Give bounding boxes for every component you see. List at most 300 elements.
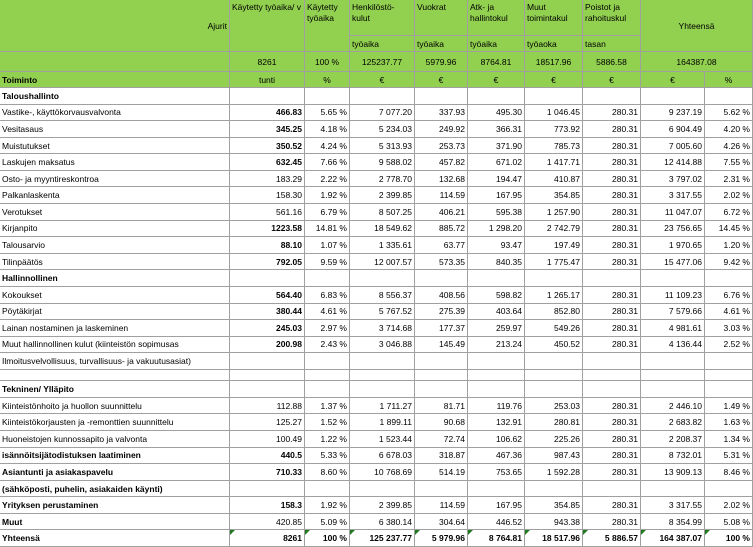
column-title-1[interactable]: Käytetty työaika xyxy=(305,0,350,52)
value-poi[interactable]: 280.31 xyxy=(583,448,641,465)
value-vu[interactable]: 275.39 xyxy=(415,304,468,321)
value-poi[interactable]: 280.31 xyxy=(583,320,641,337)
value-tot[interactable]: 7 005.60 xyxy=(641,138,705,155)
value-poi[interactable]: 280.31 xyxy=(583,464,641,481)
value-tot[interactable]: 2 208.37 xyxy=(641,431,705,448)
value-hours[interactable]: 792.05 xyxy=(230,254,305,271)
value-atk[interactable]: 495.30 xyxy=(468,105,525,122)
activity-label[interactable]: Muut hallinnollinen kulut (kiinteistön sopimusas xyxy=(0,337,230,354)
value-tp[interactable]: 2.52 % xyxy=(705,337,753,354)
value-tot[interactable]: 11 047.07 xyxy=(641,204,705,221)
value-poi[interactable]: 280.31 xyxy=(583,187,641,204)
value-tp[interactable]: 2.02 % xyxy=(705,497,753,514)
empty-cell[interactable] xyxy=(468,370,525,381)
value-hk[interactable]: 2 778.70 xyxy=(350,171,415,188)
value-tot[interactable]: 23 756.65 xyxy=(641,221,705,238)
value-pct[interactable]: 4.18 % xyxy=(305,121,350,138)
activity-label[interactable]: Kokoukset xyxy=(0,287,230,304)
empty-cell[interactable] xyxy=(583,270,641,287)
empty-cell[interactable] xyxy=(230,88,305,105)
empty-cell[interactable] xyxy=(525,88,583,105)
value-tot[interactable]: 9 237.19 xyxy=(641,105,705,122)
value-tot[interactable]: 2 446.10 xyxy=(641,398,705,415)
value-atk[interactable]: 467.36 xyxy=(468,448,525,465)
value-pct[interactable]: 6.83 % xyxy=(305,287,350,304)
driver-value-1[interactable]: 100 % xyxy=(305,52,350,72)
value-muut[interactable]: 1 417.71 xyxy=(525,154,583,171)
value-poi[interactable]: 280.31 xyxy=(583,154,641,171)
column-title-7[interactable]: Yhteensä xyxy=(641,0,753,52)
total-pct[interactable]: 100 % xyxy=(305,530,350,547)
empty-cell[interactable] xyxy=(350,353,415,370)
driver-value-3[interactable]: 5979.96 xyxy=(415,52,468,72)
value-muut[interactable]: 987.43 xyxy=(525,448,583,465)
value-tp[interactable]: 8.46 % xyxy=(705,464,753,481)
value-atk[interactable]: 446.52 xyxy=(468,514,525,531)
empty-cell[interactable] xyxy=(415,88,468,105)
value-muut[interactable]: 450.52 xyxy=(525,337,583,354)
value-tp[interactable]: 5.31 % xyxy=(705,448,753,465)
value-hk[interactable]: 1 335.61 xyxy=(350,237,415,254)
total-vu[interactable]: 5 979.96 xyxy=(415,530,468,547)
value-tot[interactable]: 4 136.44 xyxy=(641,337,705,354)
value-poi[interactable]: 280.31 xyxy=(583,398,641,415)
empty-cell[interactable] xyxy=(350,381,415,398)
activity-label[interactable]: Talousarvio xyxy=(0,237,230,254)
value-tp[interactable]: 4.26 % xyxy=(705,138,753,155)
empty-cell[interactable] xyxy=(705,270,753,287)
value-pct[interactable]: 5.33 % xyxy=(305,448,350,465)
empty-cell[interactable] xyxy=(468,270,525,287)
activity-label[interactable]: Muistutukset xyxy=(0,138,230,155)
value-poi[interactable]: 280.31 xyxy=(583,204,641,221)
value-tp[interactable]: 2.02 % xyxy=(705,187,753,204)
empty-cell[interactable] xyxy=(525,270,583,287)
value-atk[interactable]: 595.38 xyxy=(468,204,525,221)
value-poi[interactable]: 280.31 xyxy=(583,171,641,188)
value-hours[interactable]: 158.30 xyxy=(230,187,305,204)
value-muut[interactable]: 785.73 xyxy=(525,138,583,155)
empty-cell[interactable] xyxy=(525,481,583,498)
value-hours[interactable]: 245.03 xyxy=(230,320,305,337)
value-poi[interactable]: 280.31 xyxy=(583,337,641,354)
activity-label[interactable]: Laskujen maksatus xyxy=(0,154,230,171)
value-hk[interactable]: 7 077.20 xyxy=(350,105,415,122)
value-pct[interactable]: 2.97 % xyxy=(305,320,350,337)
unit-cell[interactable]: € xyxy=(350,72,415,88)
note-row[interactable]: Ilmoitusvelvollisuus, turvallisuus- ja vakuutusasiat) xyxy=(0,353,230,370)
value-atk[interactable]: 753.65 xyxy=(468,464,525,481)
value-atk[interactable]: 167.95 xyxy=(468,497,525,514)
value-vu[interactable]: 337.93 xyxy=(415,105,468,122)
value-hours[interactable]: 100.49 xyxy=(230,431,305,448)
empty-cell[interactable] xyxy=(641,270,705,287)
value-hours[interactable]: 710.33 xyxy=(230,464,305,481)
value-tot[interactable]: 3 797.02 xyxy=(641,171,705,188)
value-vu[interactable]: 253.73 xyxy=(415,138,468,155)
driver-value-4[interactable]: 8764.81 xyxy=(468,52,525,72)
empty-cell[interactable] xyxy=(415,381,468,398)
unit-cell[interactable]: € xyxy=(583,72,641,88)
toiminto-label[interactable]: Toiminto xyxy=(0,72,230,88)
empty-cell[interactable] xyxy=(350,270,415,287)
value-tp[interactable]: 2.31 % xyxy=(705,171,753,188)
total-hk[interactable]: 125 237.77 xyxy=(350,530,415,547)
activity-label[interactable]: Verotukset xyxy=(0,204,230,221)
value-muut[interactable]: 354.85 xyxy=(525,497,583,514)
empty-cell[interactable] xyxy=(525,381,583,398)
value-muut[interactable]: 1 046.45 xyxy=(525,105,583,122)
value-vu[interactable]: 514.19 xyxy=(415,464,468,481)
activity-label[interactable]: Palkanlaskenta xyxy=(0,187,230,204)
value-pct[interactable]: 8.60 % xyxy=(305,464,350,481)
empty-cell[interactable] xyxy=(415,270,468,287)
value-hk[interactable]: 6 380.14 xyxy=(350,514,415,531)
value-hk[interactable]: 2 399.85 xyxy=(350,187,415,204)
activity-label[interactable]: Yrityksen perustaminen xyxy=(0,497,230,514)
empty-cell[interactable] xyxy=(583,88,641,105)
empty-cell[interactable] xyxy=(415,481,468,498)
value-atk[interactable]: 213.24 xyxy=(468,337,525,354)
empty-cell[interactable] xyxy=(305,88,350,105)
empty-cell[interactable] xyxy=(641,353,705,370)
value-atk[interactable]: 132.91 xyxy=(468,414,525,431)
value-pct[interactable]: 4.61 % xyxy=(305,304,350,321)
value-pct[interactable]: 1.07 % xyxy=(305,237,350,254)
unit-cell[interactable]: € xyxy=(641,72,705,88)
value-tot[interactable]: 2 683.82 xyxy=(641,414,705,431)
column-basis-4[interactable]: työaika xyxy=(468,36,525,52)
value-tp[interactable]: 1.63 % xyxy=(705,414,753,431)
empty-cell[interactable] xyxy=(468,381,525,398)
value-tp[interactable]: 4.20 % xyxy=(705,121,753,138)
value-tp[interactable]: 9.42 % xyxy=(705,254,753,271)
value-poi[interactable]: 280.31 xyxy=(583,254,641,271)
value-poi[interactable]: 280.31 xyxy=(583,105,641,122)
value-hours[interactable]: 88.10 xyxy=(230,237,305,254)
value-muut[interactable]: 2 742.79 xyxy=(525,221,583,238)
value-tp[interactable]: 6.76 % xyxy=(705,287,753,304)
value-tp[interactable]: 1.34 % xyxy=(705,431,753,448)
value-tp[interactable]: 3.03 % xyxy=(705,320,753,337)
column-basis-3[interactable]: työaika xyxy=(415,36,468,52)
empty-cell[interactable] xyxy=(0,370,230,381)
value-hours[interactable]: 112.88 xyxy=(230,398,305,415)
driver-value-0[interactable]: 8261 xyxy=(230,52,305,72)
value-hk[interactable]: 3 714.68 xyxy=(350,320,415,337)
value-hours[interactable]: 345.25 xyxy=(230,121,305,138)
empty-cell[interactable] xyxy=(705,88,753,105)
value-vu[interactable]: 145.49 xyxy=(415,337,468,354)
empty-cell[interactable] xyxy=(705,370,753,381)
value-hk[interactable]: 1 899.11 xyxy=(350,414,415,431)
value-poi[interactable]: 280.31 xyxy=(583,431,641,448)
value-atk[interactable]: 671.02 xyxy=(468,154,525,171)
empty-cell[interactable] xyxy=(230,381,305,398)
empty-cell[interactable] xyxy=(230,370,305,381)
value-hours[interactable]: 380.44 xyxy=(230,304,305,321)
value-tot[interactable]: 11 109.23 xyxy=(641,287,705,304)
value-vu[interactable]: 457.82 xyxy=(415,154,468,171)
value-tot[interactable]: 12 414.88 xyxy=(641,154,705,171)
value-hk[interactable]: 5 767.52 xyxy=(350,304,415,321)
value-vu[interactable]: 408.56 xyxy=(415,287,468,304)
empty-cell[interactable] xyxy=(350,481,415,498)
empty-cell[interactable] xyxy=(705,353,753,370)
driver-value-5[interactable]: 18517.96 xyxy=(525,52,583,72)
value-hours[interactable]: 350.52 xyxy=(230,138,305,155)
total-hours[interactable]: 8261 xyxy=(230,530,305,547)
total-tp[interactable]: 100 % xyxy=(705,530,753,547)
value-vu[interactable]: 81.71 xyxy=(415,398,468,415)
value-tp[interactable]: 7.55 % xyxy=(705,154,753,171)
value-atk[interactable]: 106.62 xyxy=(468,431,525,448)
total-label[interactable]: Yhteensä xyxy=(0,530,230,547)
note-row[interactable]: (sähköposti, puhelin, asiakaiden käynti) xyxy=(0,481,230,498)
value-hk[interactable]: 9 588.02 xyxy=(350,154,415,171)
empty-cell[interactable] xyxy=(705,381,753,398)
empty-cell[interactable] xyxy=(641,381,705,398)
value-poi[interactable]: 280.31 xyxy=(583,121,641,138)
total-tot[interactable]: 164 387.07 xyxy=(641,530,705,547)
value-atk[interactable]: 840.35 xyxy=(468,254,525,271)
empty-cell[interactable] xyxy=(583,481,641,498)
value-muut[interactable]: 773.92 xyxy=(525,121,583,138)
value-pct[interactable]: 2.43 % xyxy=(305,337,350,354)
value-vu[interactable]: 304.64 xyxy=(415,514,468,531)
ajurit-label[interactable]: Ajurit xyxy=(0,0,230,52)
value-pct[interactable]: 1.52 % xyxy=(305,414,350,431)
value-muut[interactable]: 1 775.47 xyxy=(525,254,583,271)
value-tot[interactable]: 7 579.66 xyxy=(641,304,705,321)
activity-label[interactable]: Lainan nostaminen ja laskeminen xyxy=(0,320,230,337)
column-title-2[interactable]: Henkilöstö-kulut xyxy=(350,0,415,36)
value-vu[interactable]: 406.21 xyxy=(415,204,468,221)
empty-cell[interactable] xyxy=(641,370,705,381)
value-vu[interactable]: 573.35 xyxy=(415,254,468,271)
empty-cell[interactable] xyxy=(468,88,525,105)
value-pct[interactable]: 1.37 % xyxy=(305,398,350,415)
value-vu[interactable]: 249.92 xyxy=(415,121,468,138)
value-hours[interactable]: 440.5 xyxy=(230,448,305,465)
empty-cell[interactable] xyxy=(230,270,305,287)
column-title-4[interactable]: Atk- ja hallintokul xyxy=(468,0,525,36)
activity-label[interactable]: Vesitasaus xyxy=(0,121,230,138)
value-vu[interactable]: 90.68 xyxy=(415,414,468,431)
column-basis-2[interactable]: työaika xyxy=(350,36,415,52)
value-pct[interactable]: 2.22 % xyxy=(305,171,350,188)
column-title-6[interactable]: Poistot ja rahoituskul xyxy=(583,0,641,36)
total-atk[interactable]: 8 764.81 xyxy=(468,530,525,547)
unit-cell[interactable]: % xyxy=(305,72,350,88)
value-vu[interactable]: 114.59 xyxy=(415,187,468,204)
value-hk[interactable]: 10 768.69 xyxy=(350,464,415,481)
empty-cell[interactable] xyxy=(305,381,350,398)
value-pct[interactable]: 4.24 % xyxy=(305,138,350,155)
value-pct[interactable]: 5.65 % xyxy=(305,105,350,122)
value-pct[interactable]: 5.09 % xyxy=(305,514,350,531)
empty-cell[interactable] xyxy=(415,353,468,370)
empty-cell[interactable] xyxy=(641,88,705,105)
empty-cell[interactable] xyxy=(350,88,415,105)
column-title-3[interactable]: Vuokrat xyxy=(415,0,468,36)
value-tot[interactable]: 8 732.01 xyxy=(641,448,705,465)
value-hk[interactable]: 8 507.25 xyxy=(350,204,415,221)
value-hk[interactable]: 3 046.88 xyxy=(350,337,415,354)
empty-cell[interactable] xyxy=(305,481,350,498)
activity-label[interactable]: Vastike-, käyttökorvausvalvonta xyxy=(0,105,230,122)
empty-cell[interactable] xyxy=(305,270,350,287)
value-muut[interactable]: 253.03 xyxy=(525,398,583,415)
activity-label[interactable]: Kirjanpito xyxy=(0,221,230,238)
activity-label[interactable]: Kiinteistökorjausten ja -remonttien suunnittelu xyxy=(0,414,230,431)
empty-cell[interactable] xyxy=(230,481,305,498)
unit-cell[interactable]: % xyxy=(705,72,753,88)
value-hk[interactable]: 2 399.85 xyxy=(350,497,415,514)
empty-cell[interactable] xyxy=(350,370,415,381)
activity-label[interactable]: Muut xyxy=(0,514,230,531)
value-muut[interactable]: 280.81 xyxy=(525,414,583,431)
empty-cell[interactable] xyxy=(583,370,641,381)
value-vu[interactable]: 885.72 xyxy=(415,221,468,238)
value-atk[interactable]: 93.47 xyxy=(468,237,525,254)
value-tp[interactable]: 14.45 % xyxy=(705,221,753,238)
value-muut[interactable]: 354.85 xyxy=(525,187,583,204)
value-muut[interactable]: 549.26 xyxy=(525,320,583,337)
value-pct[interactable]: 1.92 % xyxy=(305,187,350,204)
total-poi[interactable]: 5 886.57 xyxy=(583,530,641,547)
value-atk[interactable]: 194.47 xyxy=(468,171,525,188)
value-pct[interactable]: 1.92 % xyxy=(305,497,350,514)
value-tp[interactable]: 1.49 % xyxy=(705,398,753,415)
empty-cell[interactable] xyxy=(583,353,641,370)
value-pct[interactable]: 1.22 % xyxy=(305,431,350,448)
empty-cell[interactable] xyxy=(583,381,641,398)
empty-cell[interactable] xyxy=(305,370,350,381)
value-vu[interactable]: 114.59 xyxy=(415,497,468,514)
value-tp[interactable]: 6.72 % xyxy=(705,204,753,221)
value-hk[interactable]: 8 556.37 xyxy=(350,287,415,304)
value-vu[interactable]: 63.77 xyxy=(415,237,468,254)
value-atk[interactable]: 259.97 xyxy=(468,320,525,337)
empty-cell[interactable] xyxy=(415,370,468,381)
value-tot[interactable]: 6 904.49 xyxy=(641,121,705,138)
unit-cell[interactable]: € xyxy=(415,72,468,88)
value-poi[interactable]: 280.31 xyxy=(583,497,641,514)
value-hk[interactable]: 18 549.62 xyxy=(350,221,415,238)
value-poi[interactable]: 280.31 xyxy=(583,138,641,155)
activity-label[interactable]: Tilinpäätös xyxy=(0,254,230,271)
empty-cell[interactable] xyxy=(230,353,305,370)
value-pct[interactable]: 7.66 % xyxy=(305,154,350,171)
value-tp[interactable]: 5.62 % xyxy=(705,105,753,122)
section-heading[interactable]: Hallinnollinen xyxy=(0,270,230,287)
empty-cell[interactable] xyxy=(525,353,583,370)
unit-cell[interactable]: € xyxy=(525,72,583,88)
value-hk[interactable]: 12 007.57 xyxy=(350,254,415,271)
header-blank[interactable] xyxy=(0,52,230,72)
value-tp[interactable]: 1.20 % xyxy=(705,237,753,254)
value-poi[interactable]: 280.31 xyxy=(583,304,641,321)
column-title-0[interactable]: Käytetty työaika/ v xyxy=(230,0,305,52)
activity-label[interactable]: Pöytäkirjat xyxy=(0,304,230,321)
value-hours[interactable]: 420.85 xyxy=(230,514,305,531)
value-hours[interactable]: 466.83 xyxy=(230,105,305,122)
value-tot[interactable]: 3 317.55 xyxy=(641,497,705,514)
value-hours[interactable]: 200.98 xyxy=(230,337,305,354)
empty-cell[interactable] xyxy=(705,481,753,498)
value-atk[interactable]: 1 298.20 xyxy=(468,221,525,238)
value-tp[interactable]: 4.61 % xyxy=(705,304,753,321)
value-muut[interactable]: 197.49 xyxy=(525,237,583,254)
value-tp[interactable]: 5.08 % xyxy=(705,514,753,531)
driver-value-7[interactable]: 164387.08 xyxy=(641,52,753,72)
value-poi[interactable]: 280.31 xyxy=(583,414,641,431)
activity-label[interactable]: Kiinteistönhoito ja huollon suunnittelu xyxy=(0,398,230,415)
unit-cell[interactable]: € xyxy=(468,72,525,88)
value-poi[interactable]: 280.31 xyxy=(583,237,641,254)
value-hours[interactable]: 125.27 xyxy=(230,414,305,431)
value-pct[interactable]: 9.59 % xyxy=(305,254,350,271)
value-atk[interactable]: 371.90 xyxy=(468,138,525,155)
value-vu[interactable]: 132.68 xyxy=(415,171,468,188)
value-poi[interactable]: 280.31 xyxy=(583,514,641,531)
value-poi[interactable]: 280.31 xyxy=(583,221,641,238)
value-hk[interactable]: 1 711.27 xyxy=(350,398,415,415)
value-vu[interactable]: 177.37 xyxy=(415,320,468,337)
value-hours[interactable]: 158.3 xyxy=(230,497,305,514)
value-muut[interactable]: 410.87 xyxy=(525,171,583,188)
value-tot[interactable]: 1 970.65 xyxy=(641,237,705,254)
column-basis-5[interactable]: työaoka xyxy=(525,36,583,52)
value-hours[interactable]: 564.40 xyxy=(230,287,305,304)
value-atk[interactable]: 167.95 xyxy=(468,187,525,204)
activity-label[interactable]: Asiantunti ja asiakaspavelu xyxy=(0,464,230,481)
value-hk[interactable]: 5 313.93 xyxy=(350,138,415,155)
value-muut[interactable]: 943.38 xyxy=(525,514,583,531)
activity-label[interactable]: isännöitsijätodistuksen laatiminen xyxy=(0,448,230,465)
value-vu[interactable]: 72.74 xyxy=(415,431,468,448)
column-title-5[interactable]: Muut toimintakul xyxy=(525,0,583,36)
value-pct[interactable]: 14.81 % xyxy=(305,221,350,238)
empty-cell[interactable] xyxy=(305,353,350,370)
value-atk[interactable]: 119.76 xyxy=(468,398,525,415)
value-hours[interactable]: 632.45 xyxy=(230,154,305,171)
value-tot[interactable]: 3 317.55 xyxy=(641,187,705,204)
value-atk[interactable]: 598.82 xyxy=(468,287,525,304)
value-poi[interactable]: 280.31 xyxy=(583,287,641,304)
value-hours[interactable]: 1223.58 xyxy=(230,221,305,238)
empty-cell[interactable] xyxy=(525,370,583,381)
value-tot[interactable]: 13 909.13 xyxy=(641,464,705,481)
unit-cell[interactable]: tunti xyxy=(230,72,305,88)
value-tot[interactable]: 15 477.06 xyxy=(641,254,705,271)
driver-value-2[interactable]: 125237.77 xyxy=(350,52,415,72)
section-heading[interactable]: Taloushallinto xyxy=(0,88,230,105)
value-hk[interactable]: 5 234.03 xyxy=(350,121,415,138)
value-hours[interactable]: 183.29 xyxy=(230,171,305,188)
driver-value-6[interactable]: 5886.58 xyxy=(583,52,641,72)
value-tot[interactable]: 4 981.61 xyxy=(641,320,705,337)
value-pct[interactable]: 6.79 % xyxy=(305,204,350,221)
activity-label[interactable]: Osto- ja myyntireskontroa xyxy=(0,171,230,188)
value-hk[interactable]: 1 523.44 xyxy=(350,431,415,448)
total-muut[interactable]: 18 517.96 xyxy=(525,530,583,547)
value-atk[interactable]: 403.64 xyxy=(468,304,525,321)
value-tot[interactable]: 8 354.99 xyxy=(641,514,705,531)
empty-cell[interactable] xyxy=(641,481,705,498)
value-muut[interactable]: 852.80 xyxy=(525,304,583,321)
